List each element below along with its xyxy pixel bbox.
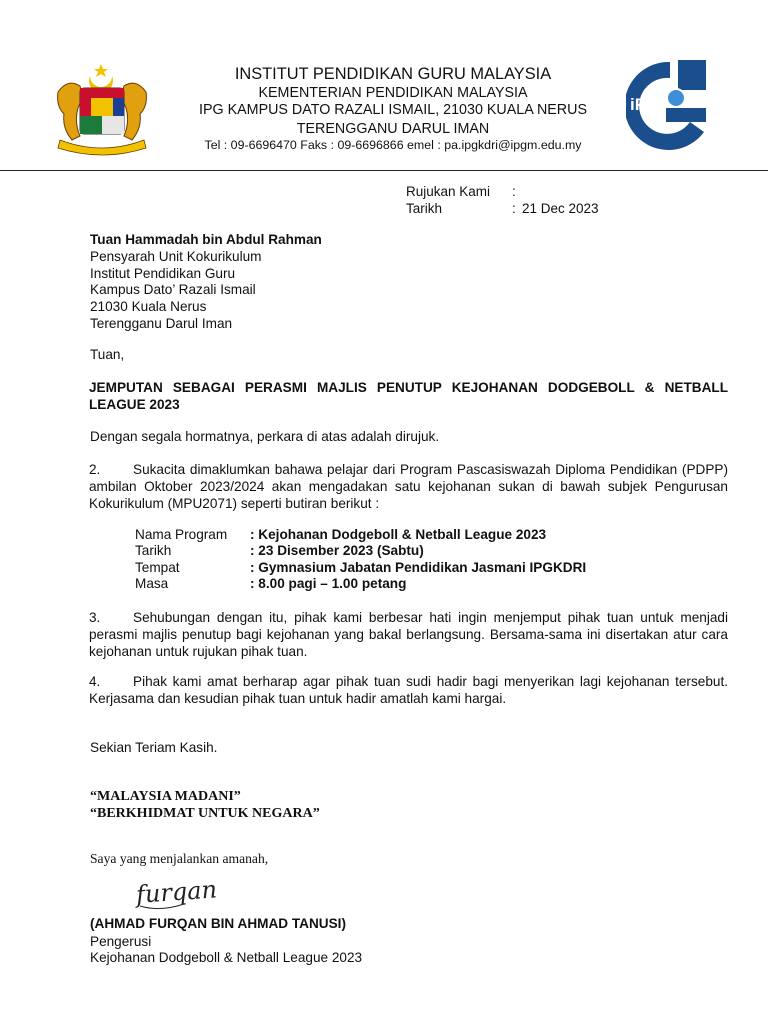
addressee-block [90,232,322,333]
header-divider [0,170,768,171]
paragraph-text: Sehubungan dengan itu, pihak kami berbesar hati ingin menjemput pihak tuan untuk menjadi perasmi majlis penutup bagi kejohanan yang bakal berlangsung. Bersama-sama ini disertakan atur cara kejohanan untuk rujukan pihak tuan. [89,610,728,659]
ipg-logo-icon [626,58,708,152]
ministry-name: KEMENTERIAN PENDIDIKAN MALAYSIA [258,85,528,101]
detail-label: Tempat [135,560,180,575]
campus-address: IPG KAMPUS DATO RAZALI ISMAIL, 21030 KUALA NERUS [198,102,587,118]
paragraph-3 [89,610,728,660]
institution-name: INSTITUT PENDIDIKAN GURU MALAYSIA [234,65,552,83]
paragraph-text: Sukacita dimaklumkan bahawa pelajar dari Program Pascasiswazah Diploma Pendidikan (PDPP) ambilan Oktober 2023/2024 akan mengadakan satu kejohanan sukan di bawah subjek Pengurusan Kokurikulum (MPU2071) seperti butiran berikut : [89,462,728,511]
detail-label: Nama Program [135,527,228,542]
paragraph-2 [89,462,728,512]
detail-value: : Kejohanan Dodgeboll & Netball League 2023 [250,527,547,542]
paragraph-4 [89,674,728,708]
addressee-line: Terengganu Darul Iman [90,315,233,331]
date-label: Tarikh [406,201,443,216]
date-colon: : [512,201,516,216]
detail-value: : 23 Disember 2023 (Sabtu) [250,543,424,558]
paragraph-number: 4. [89,674,101,689]
addressee-line: 21030 Kuala Nerus [90,299,207,315]
detail-value: : 8.00 pagi – 1.00 petang [250,576,407,591]
salutation: Tuan, [90,347,125,362]
reference-colon: : [512,184,516,199]
addressee-name: Tuan Hammadah bin Abdul Rahman [90,232,322,247]
signature-text: furqan [135,875,218,909]
detail-label: Tarikh [135,543,172,558]
contact-info: Tel : 09-6696470 Faks : 09-6696866 emel : pa.ipgkdri@ipgm.edu.my [204,138,582,152]
signatory-role: Pengerusi [90,934,152,949]
handwritten-signature [128,866,228,918]
motto-malaysia-madani: “MALAYSIA MADANI” [90,789,241,804]
trust-line: Saya yang menjalankan amanah, [90,851,269,866]
date-value: 21 Dec 2023 [522,201,599,216]
paragraph-text: Pihak kami amat berharap agar pihak tuan sudi hadir bagi menyerikan lagi kejohanan tersebut. Kerjasama dan kesudian pihak tuan untuk hadir amatlah kami hargai. [89,674,728,706]
campus-state: TERENGGANU DARUL IMAN [296,121,490,137]
malaysia-coat-of-arms-icon [50,62,154,156]
addressee-line: Kampus Dato’ Razali Ismail [90,282,256,298]
closing-line: Sekian Teriam Kasih. [90,740,218,755]
intro-line: Dengan segala hormatnya, perkara di atas adalah dirujuk. [90,429,440,444]
paragraph-number: 3. [89,610,101,625]
signatory-event: Kejohanan Dodgeboll & Netball League 2023 [90,950,363,965]
addressee-line: Pensyarah Unit Kokurikulum [90,248,262,264]
reference-label: Rujukan Kami [406,184,491,199]
letter-subject: JEMPUTAN SEBAGAI PERASMI MAJLIS PENUTUP KEJOHANAN DODGEBOLL & NETBALL LEAGUE 2023 [89,380,728,412]
detail-value: : Gymnasium Jabatan Pendidikan Jasmani IPGKDRI [250,560,587,575]
detail-label: Masa [135,576,169,591]
ipg-logo-text: iPG [630,95,660,114]
motto-berkhidmat: “BERKHIDMAT UNTUK NEGARA” [90,806,320,821]
signatory-name: (AHMAD FURQAN BIN AHMAD TANUSI) [90,916,346,931]
paragraph-number: 2. [89,462,101,477]
addressee-line: Institut Pendidikan Guru [90,265,236,281]
